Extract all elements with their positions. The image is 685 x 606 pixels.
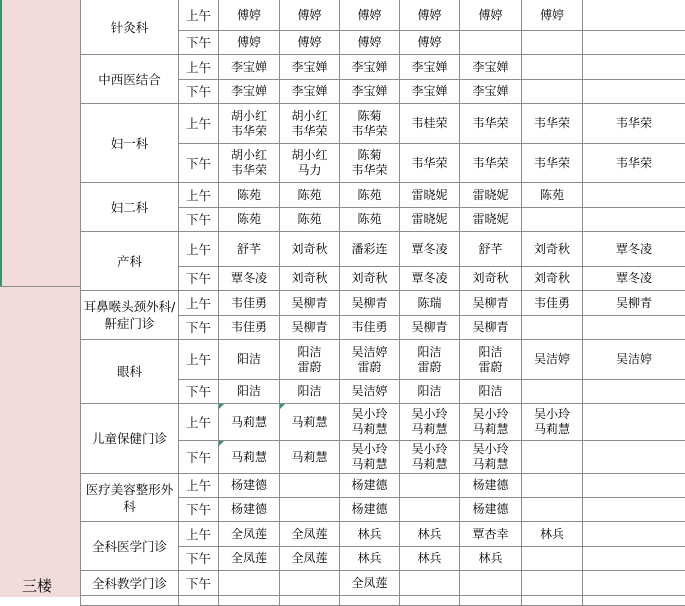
doctor-cell: 胡小红 韦华荣: [280, 104, 340, 144]
department-name: 眼科: [81, 340, 179, 404]
doctor-cell: 阳洁: [460, 380, 522, 404]
doctor-cell: 李宝婵: [280, 55, 340, 80]
doctor-cell: 傅婷: [340, 0, 400, 31]
doctor-cell: 阳洁 雷蔚: [280, 340, 340, 380]
doctor-cell: 吴小玲 马莉慧: [340, 404, 400, 441]
doctor-cell: [583, 208, 685, 232]
period-label: 上午: [179, 55, 219, 80]
period-label: 上午: [179, 0, 219, 31]
doctor-cell: 刘奇秋: [340, 267, 400, 291]
period-label: 上午: [179, 474, 219, 498]
doctor-cell: 全凤莲: [219, 522, 280, 547]
doctor-cell: [522, 571, 583, 596]
doctor-cell: [583, 571, 685, 596]
doctor-cell: 胡小红 韦华荣: [219, 144, 280, 183]
doctor-cell: 吴柳青: [280, 316, 340, 340]
doctor-cell: 陈瑞: [400, 291, 460, 316]
period-label: [179, 596, 219, 606]
doctor-cell: 陈菊 韦华荣: [340, 104, 400, 144]
doctor-cell: 刘奇秋: [460, 267, 522, 291]
doctor-cell: [522, 80, 583, 104]
doctor-cell: 陈苑: [280, 183, 340, 208]
doctor-cell: 林兵: [400, 522, 460, 547]
doctor-cell: 傅婷: [522, 0, 583, 31]
department-name: 全科教学门诊: [81, 571, 179, 596]
doctor-cell: 吴小玲 马莉慧: [460, 404, 522, 441]
period-label: 上午: [179, 522, 219, 547]
doctor-cell: 雷晓妮: [400, 183, 460, 208]
doctor-cell: 马莉慧: [219, 441, 280, 474]
floor-divider: [0, 286, 80, 287]
doctor-cell: 韦华荣: [460, 144, 522, 183]
doctor-cell: [522, 474, 583, 498]
doctor-cell: 李宝婵: [340, 80, 400, 104]
doctor-cell: 陈苑: [340, 183, 400, 208]
doctor-cell: 吴小玲 马莉慧: [522, 404, 583, 441]
schedule-row: [81, 404, 685, 441]
department-name: 医疗美容整形外科: [81, 474, 179, 522]
doctor-cell: 覃冬凌: [219, 267, 280, 291]
department-name: 产科: [81, 232, 179, 291]
doctor-cell: 马莉慧: [219, 404, 280, 441]
period-label: 下午: [179, 571, 219, 596]
doctor-cell: 韦佳勇: [219, 291, 280, 316]
row-selection-edge: [0, 0, 2, 286]
doctor-cell: 陈苑: [219, 208, 280, 232]
doctor-cell: 吴洁婷: [340, 380, 400, 404]
doctor-cell: [522, 316, 583, 340]
doctor-cell: 阳洁 雷蔚: [400, 340, 460, 380]
department-name: 全科医学门诊: [81, 522, 179, 571]
doctor-cell: 吴洁婷: [583, 340, 685, 380]
doctor-cell: 吴柳青: [340, 291, 400, 316]
doctor-cell: 吴小玲 马莉慧: [340, 441, 400, 474]
schedule-row: [81, 474, 685, 498]
doctor-cell: 雷晓妮: [460, 208, 522, 232]
doctor-cell: 林兵: [522, 522, 583, 547]
doctor-cell: 林兵: [400, 547, 460, 571]
doctor-cell: 阳洁: [219, 380, 280, 404]
doctor-cell: 陈苑: [280, 208, 340, 232]
doctor-cell: 傅婷: [400, 31, 460, 55]
period-label: 上午: [179, 104, 219, 144]
doctor-cell: [219, 571, 280, 596]
doctor-cell: [583, 522, 685, 547]
doctor-cell: 刘奇秋: [522, 232, 583, 267]
period-label: 下午: [179, 80, 219, 104]
department-name: 中西医结合: [81, 55, 179, 104]
doctor-cell: 陈菊 韦华荣: [340, 144, 400, 183]
doctor-cell: [583, 31, 685, 55]
doctor-cell: 韦佳勇: [340, 316, 400, 340]
doctor-cell: 韦华荣: [522, 104, 583, 144]
doctor-cell: 覃冬凌: [583, 267, 685, 291]
doctor-cell: 傅婷: [460, 0, 522, 31]
doctor-cell: 阳洁 雷蔚: [460, 340, 522, 380]
doctor-cell: 韦华荣: [400, 144, 460, 183]
doctor-cell: 雷晓妮: [460, 183, 522, 208]
department-name: 儿童保健门诊: [81, 404, 179, 474]
schedule-row: [81, 522, 685, 547]
doctor-cell: 全凤莲: [219, 547, 280, 571]
doctor-cell: 李宝婵: [219, 55, 280, 80]
doctor-cell: [583, 596, 685, 606]
period-label: 上午: [179, 291, 219, 316]
doctor-cell: 杨建德: [340, 474, 400, 498]
doctor-cell: 林兵: [340, 547, 400, 571]
doctor-cell: [460, 571, 522, 596]
doctor-cell: [460, 596, 522, 606]
doctor-cell: [583, 474, 685, 498]
department-name: [81, 596, 179, 606]
doctor-cell: 李宝婵: [340, 55, 400, 80]
doctor-cell: 吴柳青: [400, 316, 460, 340]
doctor-cell: [583, 0, 685, 31]
floor-label: 三楼: [22, 576, 52, 596]
doctor-cell: 覃杏幸: [460, 522, 522, 547]
doctor-cell: [522, 380, 583, 404]
doctor-cell: 吴洁婷 雷蔚: [340, 340, 400, 380]
doctor-cell: 吴柳青: [460, 316, 522, 340]
period-label: 下午: [179, 380, 219, 404]
doctor-cell: 韦华荣: [460, 104, 522, 144]
doctor-cell: 覃冬凌: [400, 232, 460, 267]
doctor-cell: 覃冬凌: [400, 267, 460, 291]
department-name: 针灸科: [81, 0, 179, 55]
doctor-cell: 傅婷: [340, 31, 400, 55]
doctor-cell: 李宝婵: [400, 80, 460, 104]
doctor-cell: [280, 474, 340, 498]
doctor-cell: 傅婷: [400, 0, 460, 31]
doctor-cell: [400, 596, 460, 606]
period-label: 下午: [179, 498, 219, 522]
doctor-cell: 韦佳勇: [522, 291, 583, 316]
doctor-cell: 吴柳青: [280, 291, 340, 316]
doctor-cell: 覃冬凌: [583, 232, 685, 267]
doctor-cell: [583, 316, 685, 340]
doctor-cell: [522, 31, 583, 55]
doctor-cell: 阳洁: [219, 340, 280, 380]
schedule-row: [81, 571, 685, 596]
period-label: 下午: [179, 441, 219, 474]
period-label: 下午: [179, 208, 219, 232]
doctor-cell: [280, 571, 340, 596]
schedule-row: [81, 596, 685, 606]
doctor-cell: 阳洁: [280, 380, 340, 404]
schedule-table: [80, 0, 685, 606]
doctor-cell: 刘奇秋: [522, 267, 583, 291]
doctor-cell: 胡小红 马力: [280, 144, 340, 183]
doctor-cell: 马莉慧: [280, 441, 340, 474]
period-label: 上午: [179, 404, 219, 441]
doctor-cell: 陈苑: [219, 183, 280, 208]
period-label: 下午: [179, 316, 219, 340]
doctor-cell: 韦华荣: [522, 144, 583, 183]
doctor-cell: 杨建德: [219, 474, 280, 498]
doctor-cell: 林兵: [460, 547, 522, 571]
doctor-cell: [583, 404, 685, 441]
doctor-cell: [583, 441, 685, 474]
schedule-row: [81, 340, 685, 380]
doctor-cell: 舒芊: [219, 232, 280, 267]
doctor-cell: 阳洁: [400, 380, 460, 404]
doctor-cell: 吴柳青: [460, 291, 522, 316]
doctor-cell: 杨建德: [460, 474, 522, 498]
doctor-cell: 杨建德: [460, 498, 522, 522]
doctor-cell: 傅婷: [280, 0, 340, 31]
doctor-cell: 韦桂荣: [400, 104, 460, 144]
period-label: 下午: [179, 144, 219, 183]
doctor-cell: [583, 498, 685, 522]
doctor-cell: 刘奇秋: [280, 232, 340, 267]
doctor-cell: 傅婷: [219, 31, 280, 55]
doctor-cell: [460, 31, 522, 55]
doctor-cell: 李宝婵: [460, 80, 522, 104]
doctor-cell: [280, 596, 340, 606]
period-label: 上午: [179, 232, 219, 267]
doctor-cell: [522, 596, 583, 606]
doctor-cell: 舒芊: [460, 232, 522, 267]
department-name: 妇一科: [81, 104, 179, 183]
doctor-cell: [400, 498, 460, 522]
doctor-cell: 全凤莲: [340, 571, 400, 596]
department-name: 妇二科: [81, 183, 179, 232]
doctor-cell: 吴洁婷: [522, 340, 583, 380]
doctor-cell: [280, 498, 340, 522]
schedule-row: [81, 104, 685, 144]
doctor-cell: 李宝婵: [280, 80, 340, 104]
doctor-cell: 刘奇秋: [280, 267, 340, 291]
doctor-cell: 傅婷: [219, 0, 280, 31]
doctor-cell: [400, 474, 460, 498]
department-name: 耳鼻喉头颈外科/ 鼾症门诊: [81, 291, 179, 340]
doctor-cell: 全凤莲: [280, 522, 340, 547]
period-label: 下午: [179, 547, 219, 571]
doctor-cell: [583, 380, 685, 404]
period-label: 上午: [179, 340, 219, 380]
doctor-cell: 吴柳青: [583, 291, 685, 316]
doctor-cell: [340, 596, 400, 606]
floor-column: [0, 0, 80, 597]
doctor-cell: 韦佳勇: [219, 316, 280, 340]
schedule-row: [81, 291, 685, 316]
doctor-cell: 林兵: [340, 522, 400, 547]
doctor-cell: [583, 55, 685, 80]
schedule-row: [81, 55, 685, 80]
doctor-cell: [583, 80, 685, 104]
doctor-cell: 吴小玲 马莉慧: [400, 404, 460, 441]
doctor-cell: [583, 547, 685, 571]
period-label: 下午: [179, 267, 219, 291]
doctor-cell: [522, 441, 583, 474]
doctor-cell: 韦华荣: [583, 104, 685, 144]
doctor-cell: 李宝婵: [400, 55, 460, 80]
doctor-cell: 潘彩连: [340, 232, 400, 267]
doctor-cell: 李宝婵: [219, 80, 280, 104]
doctor-cell: 马莉慧: [280, 404, 340, 441]
doctor-cell: 陈苑: [340, 208, 400, 232]
period-label: 上午: [179, 183, 219, 208]
doctor-cell: [583, 183, 685, 208]
period-label: 下午: [179, 31, 219, 55]
doctor-cell: 傅婷: [280, 31, 340, 55]
doctor-cell: 李宝婵: [460, 55, 522, 80]
doctor-cell: 吴小玲 马莉慧: [460, 441, 522, 474]
doctor-cell: 胡小红 韦华荣: [219, 104, 280, 144]
schedule-row: [81, 0, 685, 31]
doctor-cell: 杨建德: [340, 498, 400, 522]
doctor-cell: 雷晓妮: [400, 208, 460, 232]
doctor-cell: [522, 208, 583, 232]
doctor-cell: 全凤莲: [280, 547, 340, 571]
doctor-cell: 陈苑: [522, 183, 583, 208]
doctor-cell: [522, 498, 583, 522]
doctor-cell: 吴小玲 马莉慧: [400, 441, 460, 474]
doctor-cell: [219, 596, 280, 606]
schedule-row: [81, 183, 685, 208]
schedule-row: [81, 232, 685, 267]
doctor-cell: [400, 571, 460, 596]
doctor-cell: [522, 55, 583, 80]
doctor-cell: [522, 547, 583, 571]
doctor-cell: 杨建德: [219, 498, 280, 522]
doctor-cell: 韦华荣: [583, 144, 685, 183]
